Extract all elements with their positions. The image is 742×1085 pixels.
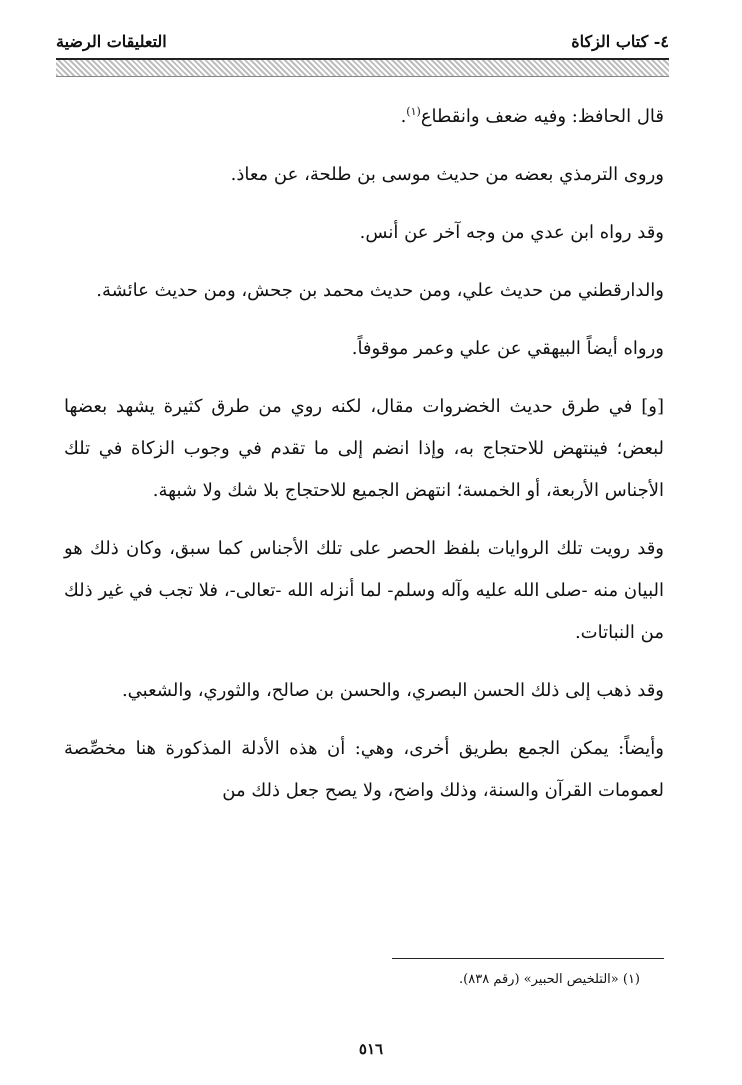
footnote: (١) «التلخيص الحبير» (رقم ٨٣٨). [459,972,640,987]
footnote-marker: (١) [406,105,421,118]
chapter-title: ٤- كتاب الزكاة [571,31,669,51]
paragraph: ورواه أيضاً البيهقي عن علي وعمر موقوفاً. [351,338,664,359]
paragraph: [و] في طرق حديث الخضروات مقال، لكنه روي من طرق كثيرة يشهد بعضها لبعض؛ فينتهض للاحتجاج به، وإذا انضم إلى ما تقدم في وجوب الزكاة في تلك الأجناس الأربعة، أو الخمسة؛ انتهض الجميع للاحتجاج بلا شك ولا شبهة. [64,396,664,501]
body-text [64,96,664,812]
paragraph: والدارقطني من حديث علي، ومن حديث محمد بن جحش، ومن حديث عائشة. [96,280,664,301]
book-title: التعليقات الرضية [56,31,167,51]
paragraph: وأيضاً: يمكن الجمع بطريق أخرى، وهي: أن هذه الأدلة المذكورة هنا مخصِّصة لعمومات القرآن والسنة، وذلك واضح، ولا يصح جعل ذلك من [64,738,664,801]
header-rule [56,58,669,77]
page-number: ٥١٦ [358,1040,384,1058]
paragraph: قال الحافظ: وفيه ضعف وانقطاع$^{(١)}$. [400,105,664,127]
paragraph: وروى الترمذي بعضه من حديث موسى بن طلحة، عن معاذ. [230,164,664,185]
paragraph: وقد رواه ابن عدي من وجه آخر عن أنس. [359,222,664,243]
paragraph: وقد رويت تلك الروايات بلفظ الحصر على تلك الأجناس كما سبق، وكان ذلك هو البيان منه -صلى الله عليه وآله وسلم- لما أنزله الله -تعالى-، فلا تجب في غير ذلك من النباتات. [64,538,664,643]
running-header [56,30,669,52]
paragraph: وقد ذهب إلى ذلك الحسن البصري، والحسن بن صالح، والثوري، والشعبي. [121,680,664,701]
footnote-separator [392,958,664,959]
